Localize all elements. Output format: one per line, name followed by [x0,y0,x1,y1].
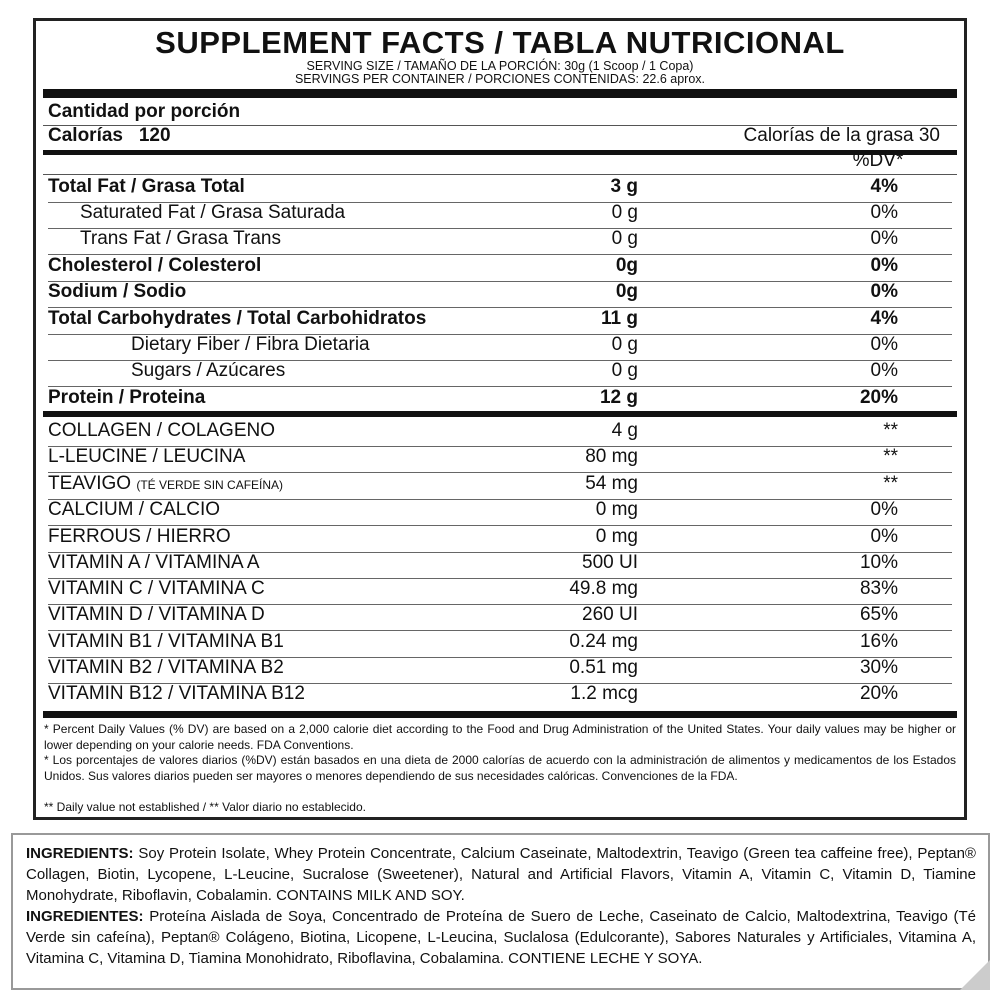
supplement-amount: 80 mg [585,446,638,467]
supplement-dv: 0% [870,499,898,520]
supplement-name-main: TEAVIGO [48,473,132,494]
nutrient-dv: 4% [870,308,898,329]
supplement-amount: 49.8 mg [569,578,638,599]
supplement-dv: 16% [859,631,898,652]
supplement-row [48,552,952,579]
ingredients-label-en: INGREDIENTS: [26,845,134,862]
servings-per-container: SERVINGS PER CONTAINER / PORCIONES CONTENIDAS: 22.6 aprox. [294,72,706,86]
supplement-name: COLLAGEN / COLAGENO [48,420,276,441]
ingredients-list-en: Soy Protein Isolate, Whey Protein Concentrate, Calcium Caseinate, Maltodextrin, Teavigo (Green tea caffeine free), Peptan® Collagen, Biotin, Lycopene, L-Leucine, Sucralose (Sweetener), Natural and Artificial Flavors, Vitamin A, Vitamin C, Vitamin D, Tiamine Monohydrate, Riboflavin, Cobalamin. CONTAINS MILK AND SOY. [26,845,976,904]
supplement-row [48,683,952,709]
supplement-dv: ** [883,473,898,494]
nutrient-row [48,202,952,229]
supplement-name: VITAMIN D / VITAMINA D [48,604,265,625]
supplement-amount: 0.51 mg [569,657,638,678]
supplement-name: VITAMIN C / VITAMINA C [48,578,265,599]
nutrient-amount: 0g [615,255,638,276]
nutrient-dv: 0% [870,281,898,302]
supplement-row [48,578,952,605]
supplement-name [48,473,283,495]
nutrient-amount: 11 g [601,308,638,329]
supplement-name: VITAMIN B1 / VITAMINA B1 [48,631,284,652]
nutrient-name: Sugars / Azúcares [131,360,286,381]
supplement-dv: 0% [870,526,898,547]
supplement-dv: 83% [859,578,898,599]
nutrient-row [48,281,952,308]
nutrient-dv: 0% [870,228,898,249]
nutrient-name: Dietary Fiber / Fibra Dietaria [131,334,370,355]
panel-title: SUPPLEMENT FACTS / TABLA NUTRICIONAL [155,25,845,60]
nutrient-row [48,360,952,387]
amount-per-serving-row [48,101,952,127]
supplement-amount: 0 mg [595,526,638,547]
nutrient-name: Saturated Fat / Grasa Saturada [80,202,346,223]
supplement-amount: 1.2 mcg [570,683,638,704]
supplement-name: CALCIUM / CALCIO [48,499,221,520]
ingredients-box [11,833,990,990]
supplement-row [48,473,952,500]
amount-per-serving-label: Cantidad por porción [48,101,241,122]
supplement-dv: 10% [859,552,898,573]
nutrient-row [48,334,952,361]
supplement-row [48,604,952,631]
nutrient-dv: 0% [870,334,898,355]
supplement-row [48,631,952,658]
nutrient-name: Cholesterol / Colesterol [48,255,262,276]
supplement-dv: ** [883,420,898,441]
supplement-name: VITAMIN B2 / VITAMINA B2 [48,657,284,678]
thick-divider [43,89,957,98]
dv-header-row [48,150,952,176]
supplement-amount: 260 UI [582,604,638,625]
supplement-amount: 0 mg [595,499,638,520]
nutrient-amount: 0 g [611,334,638,355]
nutrient-row [48,308,952,335]
nutrient-amount: 3 g [610,176,638,197]
footnote-en: * Percent Daily Values (% DV) are based on a 2,000 calorie diet according to the Food and Drug Administration of the United States. Your daily values may be higher or lower depending on your calorie needs. FDA Conventions. [44,722,956,752]
footnote-not-established: ** Daily value not established / ** Valor diario no establecido. [44,800,366,814]
nutrient-dv: 0% [870,255,898,276]
supplement-row [48,420,952,447]
nutrient-dv: 0% [870,360,898,381]
footnote-es: * Los porcentajes de valores diarios (%DV) están basados en una dieta de 2000 calorías de acuerdo con la administración de alimentos y medicamentos de los Estados Unidos. Sus valores diarios pueden ser mayores o menores dependiendo de sus necesidades calóricas. Convenciones de la FDA. [44,753,956,783]
nutrient-dv: 0% [870,202,898,223]
nutrient-name: Protein / Proteina [48,387,206,408]
nutrient-name: Sodium / Sodio [48,281,187,302]
thick-divider [43,711,957,718]
nutrient-dv: 20% [859,387,898,408]
serving-size: SERVING SIZE / TAMAÑO DE LA PORCIÓN: 30g (1 Scoop / 1 Copa) [306,59,694,73]
supplement-dv: 65% [859,604,898,625]
supplement-amount: 4 g [611,420,638,441]
supplement-name: L-LEUCINE / LEUCINA [48,446,246,467]
supplement-dv: 20% [859,683,898,704]
nutrient-dv: 4% [870,176,898,197]
nutrient-name: Total Fat / Grasa Total [48,176,245,197]
supplement-name: FERROUS / HIERRO [48,526,231,547]
nutrient-row [48,176,952,203]
supplement-row [48,657,952,684]
supplement-facts-panel [33,18,967,820]
nutrient-row [48,387,952,413]
nutrient-amount: 0g [615,281,638,302]
supplement-name-note: (TÉ VERDE SIN CAFEÍNA) [136,478,284,492]
ingredients-list-es: Proteína Aislada de Soya, Concentrado de Proteína de Suero de Leche, Caseinato de Calcio, Maltodextrina, Teavigo (Té Verde sin cafeína), Peptan® Colágeno, Biotina, Licopene, L-Leucina, Suclalosa (Edulcorante), Sabores Naturales y Artificiales, Vitamina A, Vitamina C, Vitamina D, Tiamina Monohidrato, Riboflavina, Cobalamina. CONTIENE LECHE Y SOYA. [26,908,977,967]
supplement-row [48,526,952,553]
nutrient-amount: 0 g [611,202,638,223]
dv-header: %DV* [852,150,904,171]
calories-row [48,125,952,151]
nutrient-row [48,255,952,282]
calories-label: Calorías 120 [48,125,171,146]
ingredients-label-es: INGREDIENTES: [26,908,144,925]
supplement-name: VITAMIN B12 / VITAMINA B12 [48,683,305,704]
supplement-dv: 30% [859,657,898,678]
supplement-row [48,499,952,526]
nutrient-amount: 12 g [599,387,638,408]
supplement-amount: 54 mg [585,473,638,494]
nutrient-row [48,228,952,255]
medium-divider [43,411,957,417]
supplement-amount: 0.24 mg [569,631,638,652]
supplement-row [48,446,952,473]
fat-calories: Calorías de la grasa 30 [743,125,940,146]
ingredients-text [26,843,976,969]
divider [43,174,957,175]
supplement-dv: ** [883,446,898,467]
nutrient-amount: 0 g [611,228,638,249]
nutrient-name: Total Carbohydrates / Total Carbohidratos [48,308,427,329]
nutrient-amount: 0 g [611,360,638,381]
nutrient-name: Trans Fat / Grasa Trans [80,228,281,249]
supplement-amount: 500 UI [582,552,638,573]
supplement-name: VITAMIN A / VITAMINA A [48,552,260,573]
